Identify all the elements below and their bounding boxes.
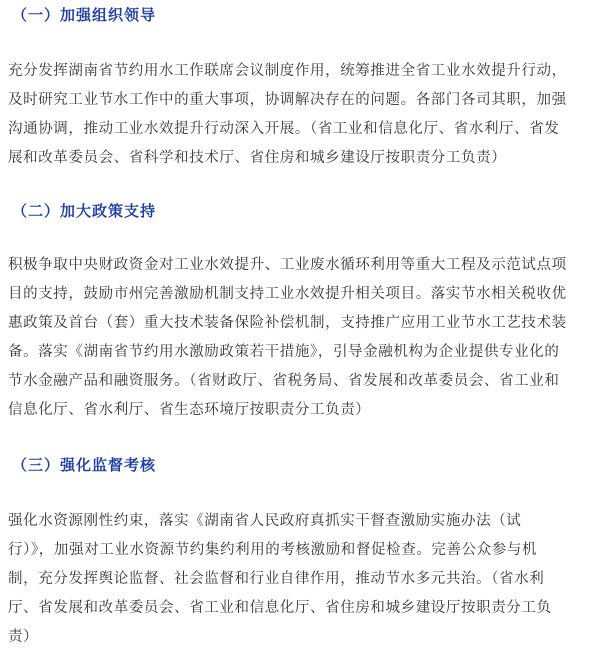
section-heading-2: （二）加大政策支持 [12, 202, 157, 220]
section-heading-3: （三）强化监督考核 [12, 456, 157, 474]
paragraph-line: 备。落实《湖南省节约用水激励政策若干措施》，引导金融机构为企业提供专业化的 [8, 344, 560, 360]
paragraph-line: 厅、省发展和改革委员会、省工业和信息化厅、省住房和城乡建设厅按职责分工负 [8, 600, 552, 616]
paragraph-line: 制，充分发挥舆论监督、社会监督和行业自律作用，推动节水多元共治。（省水利 [8, 571, 545, 587]
paragraph-line: 及时研究工业节水工作中的重大事项，协调解决存在的问题。各部门各司其职，加强 [8, 92, 567, 108]
paragraph-line: 信息化厅、省水利厅、省生态环境厅按职责分工负责） [8, 402, 371, 418]
section-paragraph-1 [8, 57, 602, 173]
paragraph-line: 强化水资源刚性约束，落实《湖南省人民政府真抓实干督查激励实施办法（试 [8, 513, 522, 529]
section-paragraph-2 [8, 251, 602, 425]
paragraph-line: 惠政策及首台（套）重大技术装备保险补偿机制，支持推广应用工业节水工艺技术装 [8, 315, 567, 331]
paragraph-line: 展和改革委员会、省科学和技术厅、省住房和城乡建设厅按职责分工负责） [8, 150, 507, 166]
paragraph-line: 目的支持，鼓励市州完善激励机制支持工业水效提升相关项目。落实节水相关税收优 [8, 286, 567, 302]
paragraph-line: 责） [8, 629, 39, 645]
paragraph-line: 沟通协调，推动工业水效提升行动深入开展。（省工业和信息化厅、省水利厅、省发 [8, 121, 560, 137]
section-heading-1: （一）加强组织领导 [12, 6, 157, 24]
paragraph-line: 积极争取中央财政资金对工业水效提升、工业废水循环利用等重大工程及示范试点项 [8, 257, 567, 273]
paragraph-line: 节水金融产品和融资服务。（省财政厅、省税务局、省发展和改革委员会、省工业和 [8, 373, 560, 389]
paragraph-line: 充分发挥湖南省节约用水工作联席会议制度作用，统筹推进全省工业水效提升行动， [8, 63, 567, 79]
paragraph-line: 行）》，加强对工业水资源节约集约利用的考核激励和督促检查。完善公众参与机 [8, 542, 538, 558]
section-paragraph-3 [8, 507, 602, 652]
